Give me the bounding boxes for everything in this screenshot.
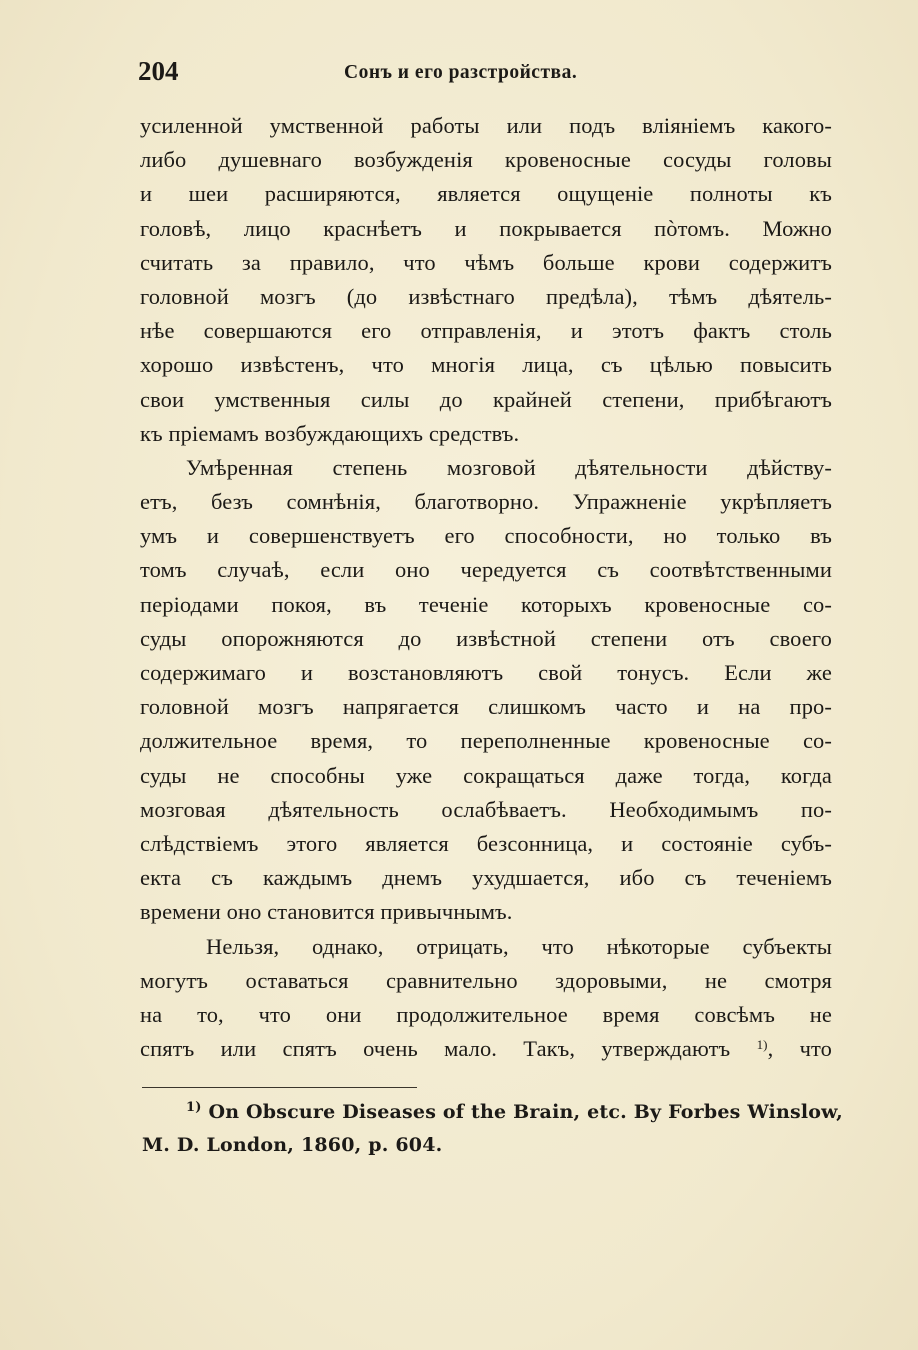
text-line: считать за правило, что чѣмъ больше крови содержитъ [140,249,832,275]
running-title: Сонъ и его разстройства. [344,62,578,83]
text-line: могутъ оставаться сравнительно здоровыми, не смотря [140,967,832,993]
body-text [140,109,832,1066]
text-line: умъ и совершенствуетъ его способности, но только въ [140,523,832,549]
text-line: либо душевнаго возбужденія кровеносные сосуды головы [140,147,832,173]
footnote-text: On Obscure Diseases of the Brain, etc. By Forbes Winslow, [208,1101,843,1123]
text-line-paragraph-start: Нельзя, однако, отрицать, что нѣкоторые субъекты [206,933,832,959]
text-line: нѣе совершаются его отправленія, и этотъ фактъ столь [140,318,832,344]
footnote-reference: 1) [756,1037,768,1053]
page-header [138,56,830,92]
text-line-paragraph-end: времени оно становится привычнымъ. [140,899,513,925]
text-line-with-footnote-ref [140,1032,832,1066]
text-line-head: спятъ или спятъ очень мало. Такъ, утверждаютъ [140,1036,731,1062]
text-line: головной мозгъ напрягается слишкомъ часто и на про- [140,694,832,720]
footnote-marker: 1) [186,1100,202,1115]
footnote-line [142,1096,843,1129]
text-line: содержимаго и возстановляютъ свой тонусъ. Если же [140,660,832,685]
text-line: должительное время, то переполненные кровеносные со- [140,728,832,754]
text-line: томъ случаѣ, если оно чередуется съ соотвѣтственными [140,557,832,583]
text-line: слѣдствіемъ этого является безсонница, и состояніе субъ- [140,830,832,856]
text-line-paragraph-end: къ пріемамъ возбуждающихъ средствъ. [140,420,520,446]
page-number: 204 [138,56,179,86]
text-line: свои умственныя силы до крайней степени, прибѣгаютъ [140,386,832,412]
text-line-paragraph-start: Умѣренная степень мозговой дѣятельности дѣйству- [186,454,832,480]
text-line: суды не способны уже сокращаться даже тогда, когда [140,762,832,788]
text-line: мозговая дѣятельность ослабѣваетъ. Необходимымъ по- [140,796,832,822]
text-line: головѣ, лицо краснѣетъ и покрывается пòтомъ. Можно [140,215,832,241]
text-line: суды опорожняются до извѣстной степени отъ своего [140,625,832,651]
text-line: на то, что они продолжительное время совсѣмъ не [140,1001,832,1027]
text-line: хорошо извѣстенъ, что многія лица, съ цѣлью повысить [140,352,832,378]
text-line: и шеи расширяются, является ощущеніе полноты къ [140,181,832,207]
footnote-line: M. D. London, 1860, p. 604. [142,1134,443,1156]
text-line-tail: , что [767,1036,833,1062]
text-line: етъ, безъ сомнѣнія, благотворно. Упражненіе укрѣпляетъ [140,489,832,515]
footnote-divider [142,1087,417,1088]
text-line: усиленной умственной работы или подъ вліяніемъ какого- [140,113,832,138]
text-line: екта съ каждымъ днемъ ухудшается, ибо съ теченіемъ [140,865,832,891]
text-line: головной мозгъ (до извѣстнаго предѣла), тѣмъ дѣятель- [140,283,832,309]
text-line: періодами покоя, въ теченіе которыхъ кровеносные со- [140,591,832,617]
footnote [142,1096,843,1162]
